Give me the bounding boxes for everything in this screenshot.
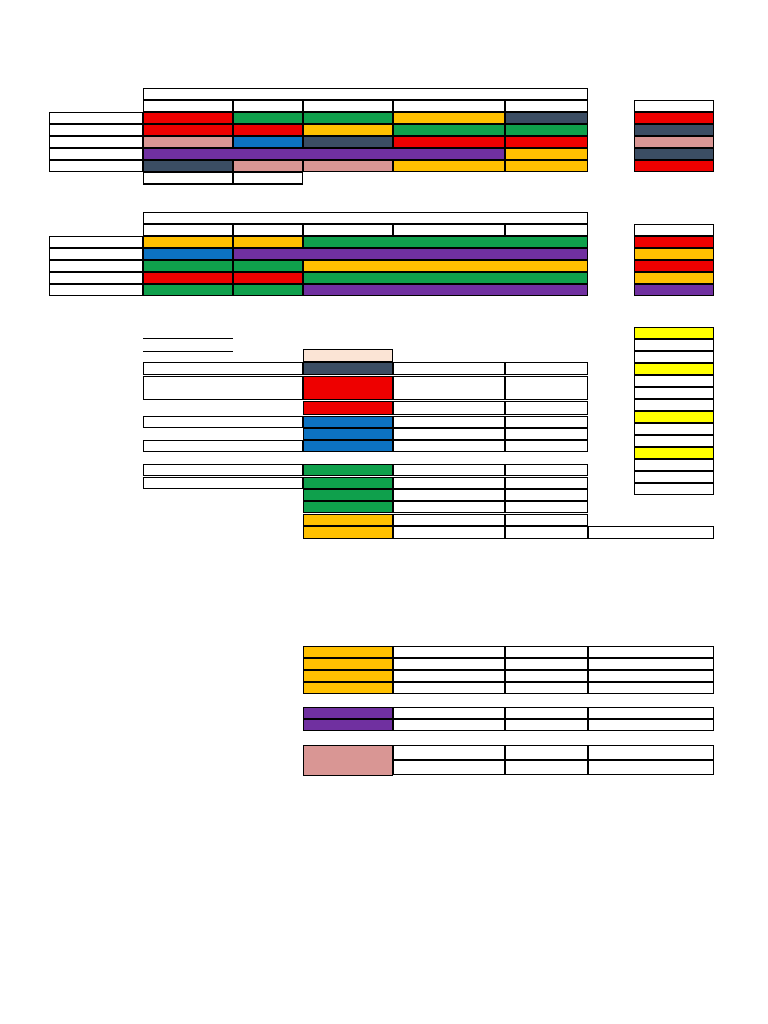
subject-cell-beee bbox=[393, 112, 505, 124]
subject-cell-egcd bbox=[303, 440, 393, 452]
subject-cell-maths bbox=[303, 376, 393, 400]
subject-cell-ic bbox=[634, 136, 714, 148]
schedule-cell bbox=[634, 351, 714, 363]
section-label bbox=[49, 124, 143, 136]
faculty-sections bbox=[505, 670, 588, 682]
faculty-name bbox=[393, 682, 505, 694]
subject-cell-psptc bbox=[233, 112, 303, 124]
subject-cell-beee bbox=[505, 148, 588, 160]
subject-cell-psptc bbox=[303, 112, 393, 124]
faculty-sections bbox=[505, 477, 588, 489]
schedule-cell bbox=[634, 375, 714, 387]
subject-cell-beee bbox=[303, 260, 588, 272]
faculty-name bbox=[393, 362, 505, 375]
period-header bbox=[233, 100, 303, 112]
subject-cell-psptc bbox=[303, 464, 393, 476]
faculty-sections bbox=[505, 362, 588, 375]
subject-cell-yoga bbox=[143, 160, 233, 172]
period-header bbox=[233, 224, 303, 236]
subject-cell-maths bbox=[143, 124, 233, 136]
subject-cell-egcd bbox=[303, 428, 393, 440]
faculty-sections bbox=[505, 416, 588, 428]
subject-cell-library bbox=[303, 349, 393, 362]
schedule-cell bbox=[634, 447, 714, 459]
schedule-cell bbox=[634, 387, 714, 399]
psptc-label bbox=[143, 339, 233, 351]
section-label bbox=[49, 112, 143, 124]
section-label bbox=[49, 148, 143, 160]
faculty-sections bbox=[505, 489, 588, 501]
phone-number bbox=[588, 646, 714, 658]
subject-cell-psptc-lab bbox=[303, 236, 588, 248]
faculty-sections bbox=[505, 646, 588, 658]
faculty-sections bbox=[505, 760, 588, 775]
faculty-sections bbox=[505, 745, 588, 760]
subject-cell-maths bbox=[634, 236, 714, 248]
schedule-cell bbox=[634, 483, 714, 495]
period-header bbox=[393, 224, 505, 236]
subject-cell-egcd bbox=[143, 248, 233, 260]
subject-cell-maths bbox=[634, 260, 714, 272]
period-header bbox=[303, 224, 393, 236]
faculty-sections bbox=[505, 719, 588, 731]
faculty-name bbox=[393, 526, 505, 539]
faculty-name bbox=[393, 646, 505, 658]
faculty-sections bbox=[505, 658, 588, 670]
faculty-name bbox=[393, 745, 505, 760]
subject-cell-beee bbox=[233, 236, 303, 248]
subject-cell-beee bbox=[303, 514, 393, 526]
section-label bbox=[49, 272, 143, 284]
subject-cell-beee bbox=[393, 160, 505, 172]
schedule-cell bbox=[634, 399, 714, 411]
subject-cell-psptc bbox=[393, 124, 505, 136]
subject-cell-yoga bbox=[634, 124, 714, 136]
subject-cell-beee bbox=[303, 124, 393, 136]
subject-cell-maths bbox=[233, 124, 303, 136]
subject-cell-psptc bbox=[233, 260, 303, 272]
phone-number bbox=[588, 707, 714, 719]
period-header bbox=[303, 100, 393, 112]
blank-cell bbox=[143, 172, 233, 184]
subject-cell-yoga bbox=[303, 362, 393, 375]
subject-cell-beee bbox=[303, 526, 393, 539]
phone-number bbox=[588, 682, 714, 694]
day-title bbox=[143, 88, 588, 100]
period-header bbox=[143, 100, 233, 112]
faculty-name bbox=[393, 401, 505, 415]
subject-cell-egcd bbox=[233, 136, 303, 148]
section-label bbox=[49, 160, 143, 172]
subject-cell-maths bbox=[634, 112, 714, 124]
faculty-sections bbox=[505, 682, 588, 694]
phone-number bbox=[143, 362, 303, 375]
subject-cell-elcs-lab bbox=[303, 284, 588, 296]
subject-cell-beee bbox=[634, 272, 714, 284]
faculty-name bbox=[393, 670, 505, 682]
phone-number bbox=[143, 477, 303, 489]
period-header bbox=[143, 224, 233, 236]
faculty-sections bbox=[505, 526, 588, 539]
subject-cell-elcs-lab bbox=[143, 148, 505, 160]
phone-number bbox=[588, 526, 714, 539]
grid-line bbox=[143, 351, 233, 352]
schedule-cell bbox=[634, 423, 714, 435]
schedule-cell bbox=[634, 411, 714, 423]
faculty-name bbox=[393, 719, 505, 731]
grid-line bbox=[143, 338, 233, 339]
period-header bbox=[634, 100, 714, 112]
section-label bbox=[49, 248, 143, 260]
schedule-cell bbox=[634, 339, 714, 351]
schedule-cell bbox=[634, 363, 714, 375]
subject-cell-psptc bbox=[233, 284, 303, 296]
period-header bbox=[505, 224, 588, 236]
faculty-name bbox=[393, 464, 505, 476]
section-label bbox=[49, 260, 143, 272]
faculty-name bbox=[393, 376, 505, 400]
section-label bbox=[49, 236, 143, 248]
subject-cell-psptc-lab bbox=[303, 272, 588, 284]
faculty-sections bbox=[505, 514, 588, 526]
subject-cell-maths bbox=[233, 272, 303, 284]
subject-cell-maths bbox=[505, 136, 588, 148]
subject-cell-beee bbox=[505, 160, 588, 172]
subject-cell-beee-lab bbox=[303, 658, 393, 670]
subject-cell-beee-lab bbox=[303, 670, 393, 682]
faculty-name bbox=[393, 501, 505, 513]
subject-cell-ic bbox=[303, 160, 393, 172]
subject-cell-ic bbox=[303, 745, 393, 776]
subject-cell-maths bbox=[393, 136, 505, 148]
phone-number bbox=[588, 658, 714, 670]
schedule-cell bbox=[634, 471, 714, 483]
period-header bbox=[505, 100, 588, 112]
phone-number bbox=[143, 440, 303, 452]
subject-cell-egcd bbox=[303, 416, 393, 428]
faculty-name bbox=[393, 760, 505, 775]
subject-cell-psptc bbox=[143, 260, 233, 272]
faculty-sections bbox=[505, 376, 588, 400]
subject-cell-psptc bbox=[505, 124, 588, 136]
phone-number bbox=[588, 670, 714, 682]
subject-cell-psptc bbox=[143, 284, 233, 296]
subject-cell-elcs-lab bbox=[233, 248, 588, 260]
faculty-sections bbox=[505, 464, 588, 476]
faculty-name bbox=[393, 416, 505, 428]
faculty-sections bbox=[505, 440, 588, 452]
subject-cell-beee bbox=[143, 236, 233, 248]
faculty-name bbox=[393, 477, 505, 489]
subject-cell-ic bbox=[233, 160, 303, 172]
phone-number bbox=[588, 745, 714, 760]
faculty-sections bbox=[505, 428, 588, 440]
subject-cell-yoga bbox=[303, 136, 393, 148]
grid-line bbox=[143, 184, 303, 185]
faculty-name bbox=[393, 440, 505, 452]
schedule-cell bbox=[634, 435, 714, 447]
phone-number bbox=[143, 464, 303, 476]
faculty-name bbox=[393, 514, 505, 526]
schedule-cell bbox=[634, 459, 714, 471]
faculty-name bbox=[393, 658, 505, 670]
phone-number bbox=[143, 416, 303, 428]
faculty-sections bbox=[505, 501, 588, 513]
subject-cell-elcs-lab bbox=[303, 719, 393, 731]
faculty-name bbox=[393, 428, 505, 440]
period-header bbox=[393, 100, 505, 112]
phone-number bbox=[588, 719, 714, 731]
subject-cell-maths bbox=[634, 160, 714, 172]
phone-number bbox=[143, 376, 303, 400]
subject-cell-beee-lab bbox=[303, 682, 393, 694]
subject-cell-yoga bbox=[634, 148, 714, 160]
subject-cell-beee bbox=[634, 248, 714, 260]
subject-cell-beee bbox=[303, 646, 393, 658]
subject-cell-psptc-lab bbox=[303, 501, 393, 513]
subject-cell-maths bbox=[303, 401, 393, 415]
subject-cell-maths bbox=[143, 112, 233, 124]
schedule-cell bbox=[634, 327, 714, 339]
faculty-name bbox=[393, 489, 505, 501]
faculty-name bbox=[393, 707, 505, 719]
phone-number bbox=[588, 760, 714, 775]
subject-cell-yoga bbox=[505, 112, 588, 124]
subject-cell-ic bbox=[143, 136, 233, 148]
subject-cell-psptc bbox=[303, 477, 393, 489]
blank-cell bbox=[233, 172, 303, 184]
day-title bbox=[143, 212, 588, 224]
subject-cell-elcs-lab bbox=[634, 284, 714, 296]
section-label bbox=[49, 284, 143, 296]
period-header bbox=[634, 224, 714, 236]
subject-cell-maths bbox=[143, 272, 233, 284]
faculty-sections bbox=[505, 401, 588, 415]
subject-cell-psptc-lab bbox=[303, 489, 393, 501]
faculty-sections bbox=[505, 707, 588, 719]
section-label bbox=[49, 136, 143, 148]
subject-cell-elcs-lab bbox=[303, 707, 393, 719]
